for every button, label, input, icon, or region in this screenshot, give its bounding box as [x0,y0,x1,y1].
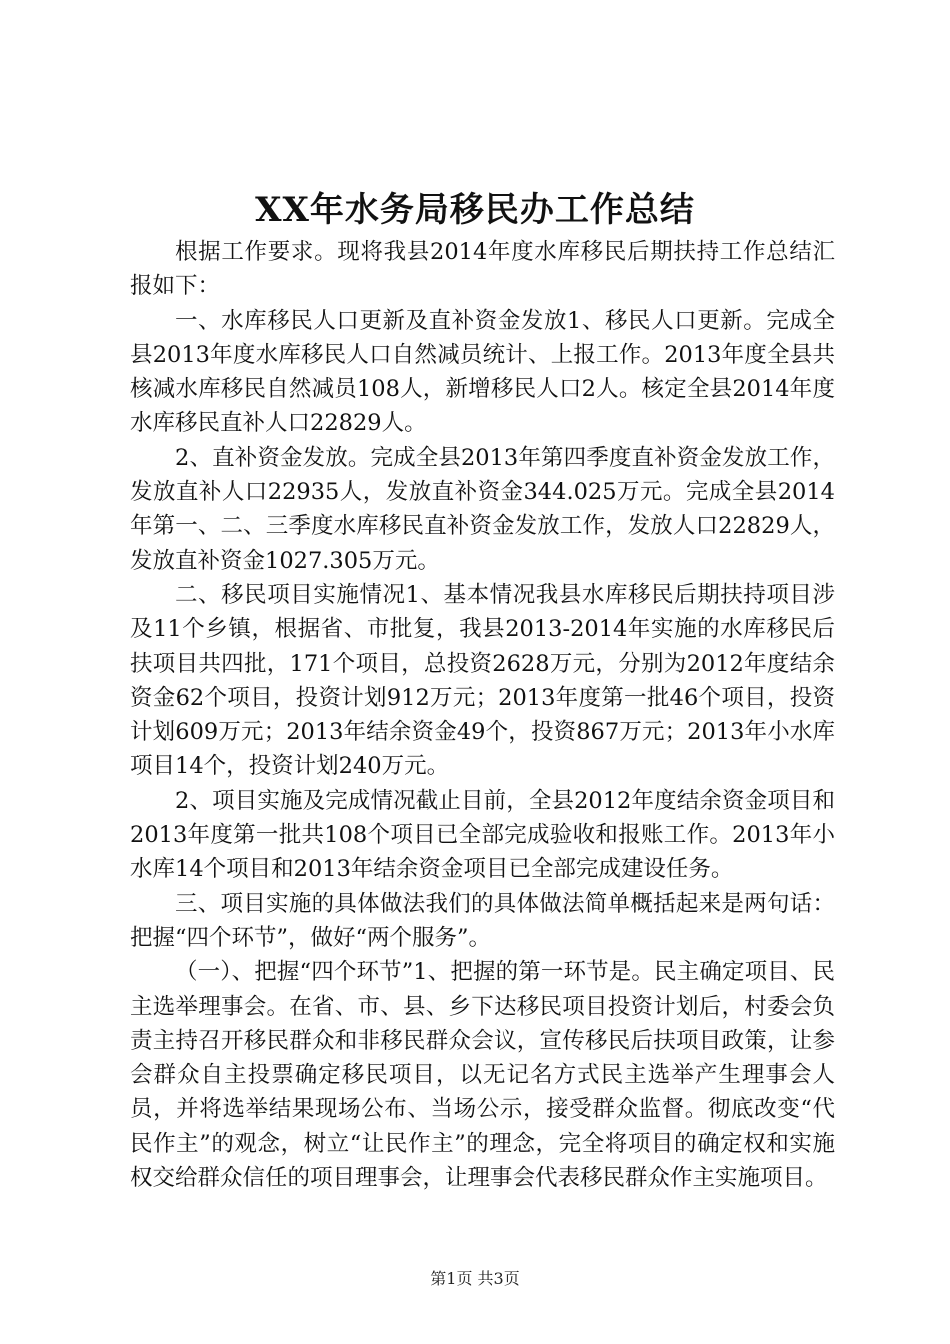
document-body [130,235,835,1195]
paragraph-methods: 三、项目实施的具体做法我们的具体做法简单概括起来是两句话：把握“四个环节”，做好“两个服务”。 [130,890,835,951]
paragraph-four-links: （一）、把握“四个环节”1、把握的第一环节是。民主确定项目、民主选举理事会。在省、市、县、乡下达移民项目投资计划后，村委会负责主持召开移民群众和非移民群众会议，宣传移民后扶项目政策，让参会群众自主投票确定移民项目，以无记名方式民主选举产生理事会人员，并将选举结果现场公布、当场公示，接受群众监督。彻底改变“代民作主”的观念，树立“让民作主”的理念，完全将项目的确定权和实施权交给群众信任的项目理事会，让理事会代表移民群众作主实施项目。 [130,959,835,1192]
paragraph-subsidy-payment: 2、直补资金发放。完成全县2013年第四季度直补资金发放工作，发放直补人口22935人，发放直补资金344.025万元。完成全县2014年第一、二、三季度水库移民直补资金发放工作，发放人口22829人，发放直补资金1027.305万元。 [130,444,835,574]
document-title: XX年水务局移民办工作总结 [255,190,695,230]
paragraph-project-completion: 2、项目实施及完成情况截止目前，全县2012年度结余资金项目和2013年度第一批共108个项目已全部完成验收和报账工作。2013年小水库14个项目和2013年结余资金项目已全部完成建设任务。 [130,787,835,883]
paragraph-project-overview: 二、移民项目实施情况1、基本情况我县水库移民后期扶持项目涉及11个乡镇，根据省、市批复，我县2013-2014年实施的水库移民后扶项目共四批，171个项目，总投资2628万元，分别为2012年度结余资金62个项目，投资计划912万元；2013年度第一批46个项目，投资计划609万元；2013年结余资金49个，投资867万元；2013年小水库项目14个，投资计划240万元。 [130,581,835,780]
page-footer: 第1页 共3页 [430,1269,520,1288]
paragraph-intro: 根据工作要求。现将我县2014年度水库移民后期扶持工作总结汇报如下： [130,239,835,300]
paragraph-population-update: 一、水库移民人口更新及直补资金发放1、移民人口更新。完成全县2013年度水库移民人口自然减员统计、上报工作。2013年度全县共核减水库移民自然减员108人，新增移民人口2人。核定全县2014年度水库移民直补人口22829人。 [130,307,835,437]
